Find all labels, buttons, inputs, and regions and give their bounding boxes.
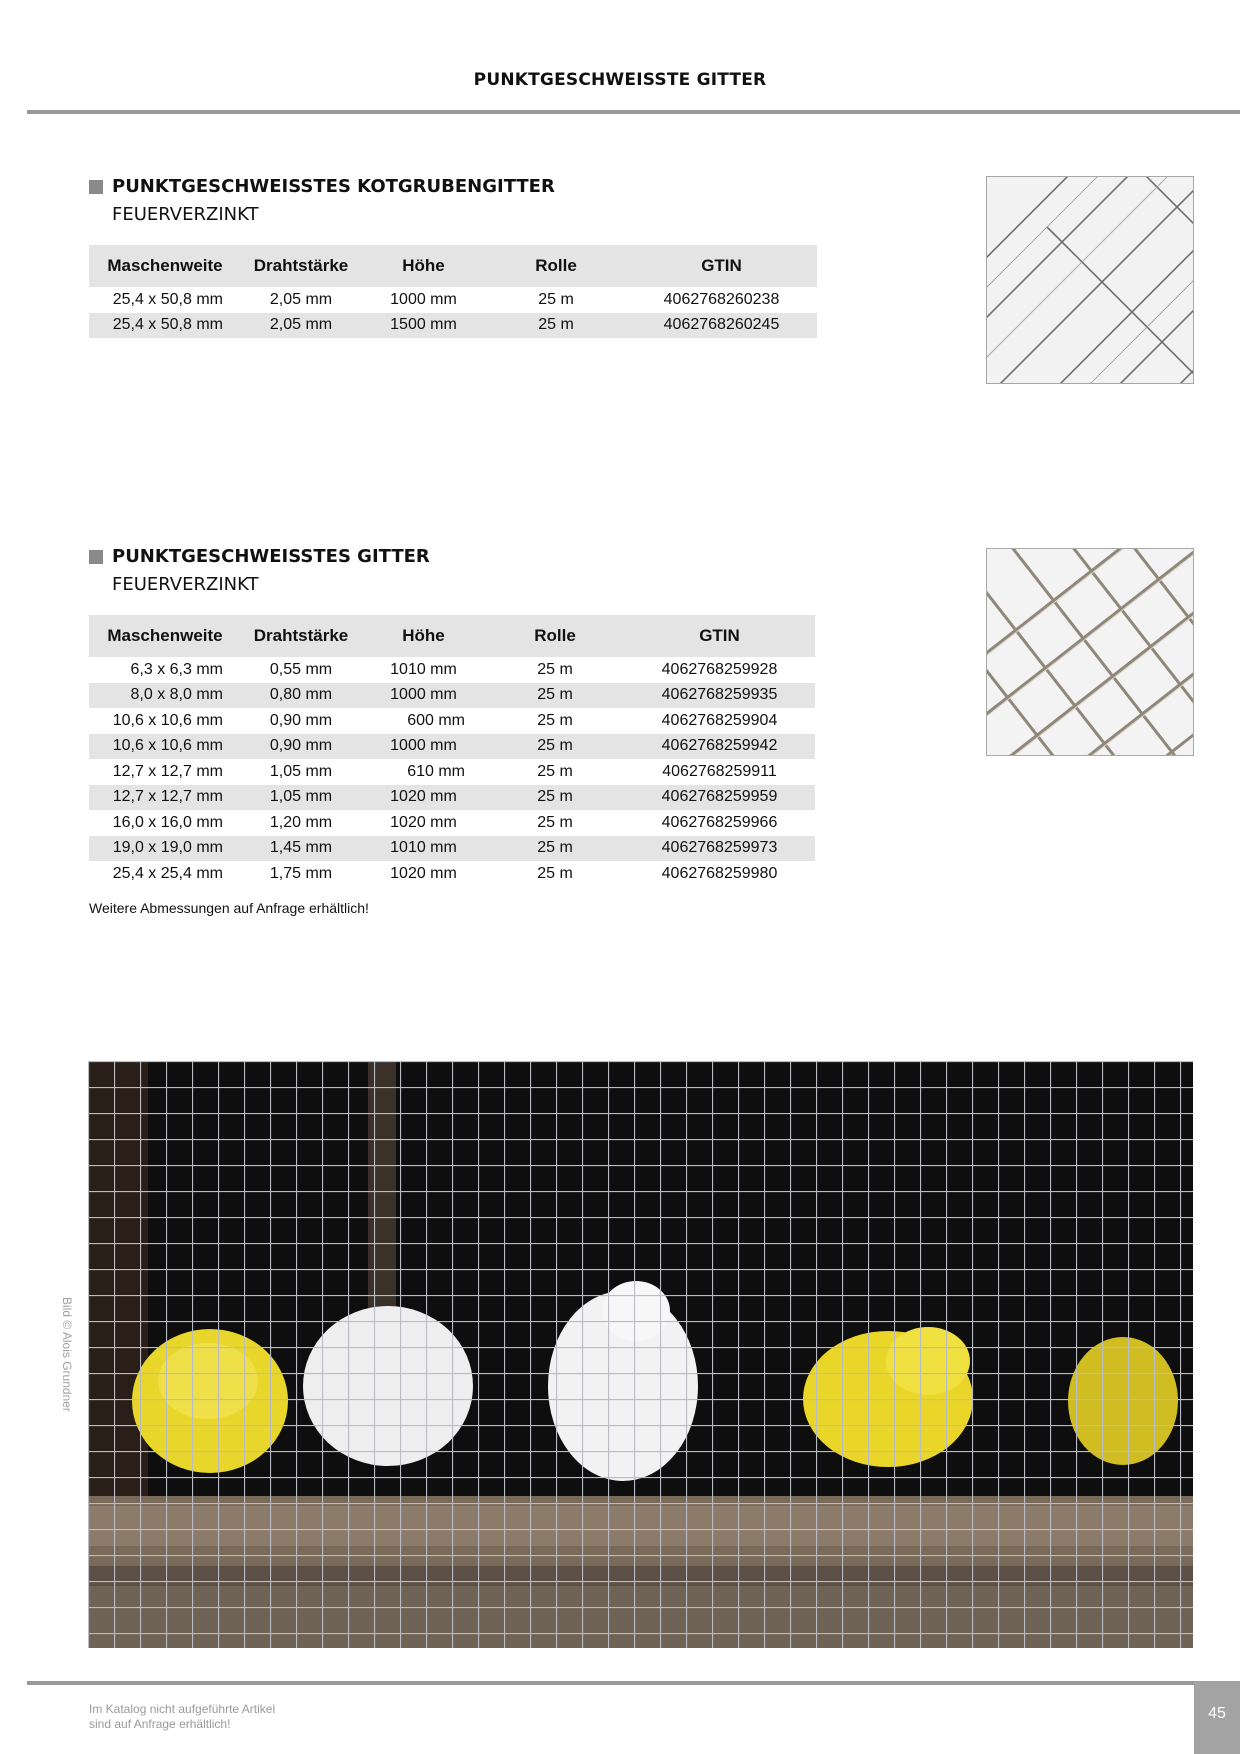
diagonal-mesh-icon — [987, 177, 1193, 383]
cell-gtin: 4062768259935 — [624, 683, 815, 709]
column-header: Höhe — [361, 615, 486, 657]
footer-note — [89, 1702, 275, 1732]
cell-wire: 1,45 mm — [241, 836, 361, 862]
cell-gtin: 4062768259942 — [624, 734, 815, 760]
cell-height: 600 mm — [407, 711, 465, 729]
section-subtitle: FEUERVERZINKT — [112, 574, 259, 595]
mesh-swatch-image — [986, 548, 1194, 756]
table-row — [89, 861, 815, 887]
section-title: PUNKTGESCHWEISSTES KOTGRUBENGITTER — [112, 176, 555, 197]
cell-mesh: 8,0 x 8,0 mm — [89, 683, 241, 709]
photo-credit: Bild © Alois Grundner — [60, 1297, 74, 1412]
cell-height: 1000 mm — [361, 683, 486, 709]
cell-mesh: 10,6 x 10,6 mm — [112, 711, 223, 729]
cell-roll: 25 m — [537, 762, 573, 780]
footer-note-line: Im Katalog nicht aufgeführte Artikel — [89, 1702, 276, 1716]
cell-mesh: 25,4 x 50,8 mm — [89, 313, 241, 339]
column-header: GTIN — [626, 245, 817, 287]
cell-mesh: 12,7 x 12,7 mm — [112, 762, 223, 780]
cell-wire: 1,05 mm — [269, 762, 333, 780]
column-header: Maschenweite — [89, 615, 241, 657]
section-kotgrubengitter — [89, 176, 817, 338]
cell-roll: 25 m — [537, 660, 573, 678]
cell-roll: 25 m — [486, 836, 624, 862]
cell-roll: 25 m — [486, 313, 626, 339]
product-table — [89, 615, 815, 887]
cell-gtin: 4062768259959 — [624, 785, 815, 811]
bullet-square-icon — [89, 550, 103, 564]
section-title: PUNKTGESCHWEISSTES GITTER — [112, 546, 430, 567]
cell-wire: 0,90 mm — [269, 711, 333, 729]
cell-gtin: 4062768259966 — [661, 813, 778, 831]
cell-wire: 1,20 mm — [269, 813, 333, 831]
square-mesh-icon — [987, 549, 1193, 755]
cell-mesh: 16,0 x 16,0 mm — [112, 813, 223, 831]
cell-roll: 25 m — [486, 785, 624, 811]
cell-wire: 1,05 mm — [241, 785, 361, 811]
cell-mesh: 19,0 x 19,0 mm — [89, 836, 241, 862]
cell-gtin: 4062768259973 — [624, 836, 815, 862]
column-header: Drahtstärke — [241, 245, 361, 287]
table-header-row — [89, 245, 817, 287]
cell-mesh: 25,4 x 50,8 mm — [112, 290, 223, 308]
canaries-behind-mesh-image — [88, 1061, 1193, 1648]
section-heading — [89, 546, 815, 572]
table-header-row — [89, 615, 815, 657]
table-row — [89, 810, 815, 836]
availability-note: Weitere Abmessungen auf Anfrage erhältlich! — [89, 899, 369, 916]
cell-mesh: 25,4 x 25,4 mm — [112, 864, 223, 882]
cell-gtin: 4062768260245 — [626, 313, 817, 339]
cell-roll: 25 m — [537, 711, 573, 729]
cell-height: 1010 mm — [361, 836, 486, 862]
header-rule — [27, 110, 1240, 114]
cell-height: 1500 mm — [361, 313, 486, 339]
cell-wire: 1,75 mm — [269, 864, 333, 882]
cell-roll: 25 m — [486, 734, 624, 760]
table-row — [89, 287, 817, 313]
cell-height: 1020 mm — [390, 864, 457, 882]
cell-height: 1000 mm — [390, 290, 457, 308]
column-header: Höhe — [361, 245, 486, 287]
table-row — [89, 836, 815, 862]
cell-mesh: 10,6 x 10,6 mm — [89, 734, 241, 760]
column-header: Rolle — [486, 615, 624, 657]
table-row — [89, 759, 815, 785]
cell-height: 1020 mm — [390, 813, 457, 831]
cell-height: 1010 mm — [390, 660, 457, 678]
column-header: Drahtstärke — [241, 615, 361, 657]
section-gitter — [89, 546, 815, 916]
cell-roll: 25 m — [538, 290, 574, 308]
cell-roll: 25 m — [537, 864, 573, 882]
footer-note-line: sind auf Anfrage erhältlich! — [89, 1717, 231, 1731]
canary-cage-photo — [88, 1061, 1193, 1648]
cell-height: 610 mm — [407, 762, 465, 780]
column-header: GTIN — [624, 615, 815, 657]
cell-gtin: 4062768259911 — [662, 762, 777, 780]
cell-gtin: 4062768259928 — [661, 660, 778, 678]
section-heading — [89, 176, 817, 202]
footer-rule — [27, 1681, 1194, 1685]
cell-roll: 25 m — [537, 813, 573, 831]
cell-wire: 0,55 mm — [269, 660, 333, 678]
bullet-square-icon — [89, 180, 103, 194]
cell-wire: 0,90 mm — [241, 734, 361, 760]
cell-height: 1000 mm — [361, 734, 486, 760]
cell-roll: 25 m — [486, 683, 624, 709]
section-subtitle: FEUERVERZINKT — [112, 204, 259, 225]
table-row — [89, 657, 815, 683]
table-row — [89, 734, 815, 760]
product-table — [89, 245, 817, 338]
column-header: Maschenweite — [89, 245, 241, 287]
cell-wire: 2,05 mm — [241, 313, 361, 339]
cell-wire: 2,05 mm — [269, 290, 333, 308]
column-header: Rolle — [486, 245, 626, 287]
cell-mesh: 12,7 x 12,7 mm — [89, 785, 241, 811]
table-row — [89, 683, 815, 709]
cell-mesh: 6,3 x 6,3 mm — [130, 660, 223, 678]
page-number: 45 — [1194, 1681, 1240, 1754]
cell-height: 1020 mm — [361, 785, 486, 811]
page-header-title: PUNKTGESCHWEISSTE GITTER — [473, 70, 767, 90]
table-row — [89, 708, 815, 734]
cell-gtin: 4062768259904 — [661, 711, 778, 729]
cell-wire: 0,80 mm — [241, 683, 361, 709]
cell-gtin: 4062768259980 — [661, 864, 778, 882]
table-row — [89, 785, 815, 811]
table-row — [89, 313, 817, 339]
mesh-swatch-image — [986, 176, 1194, 384]
cell-gtin: 4062768260238 — [663, 290, 780, 308]
